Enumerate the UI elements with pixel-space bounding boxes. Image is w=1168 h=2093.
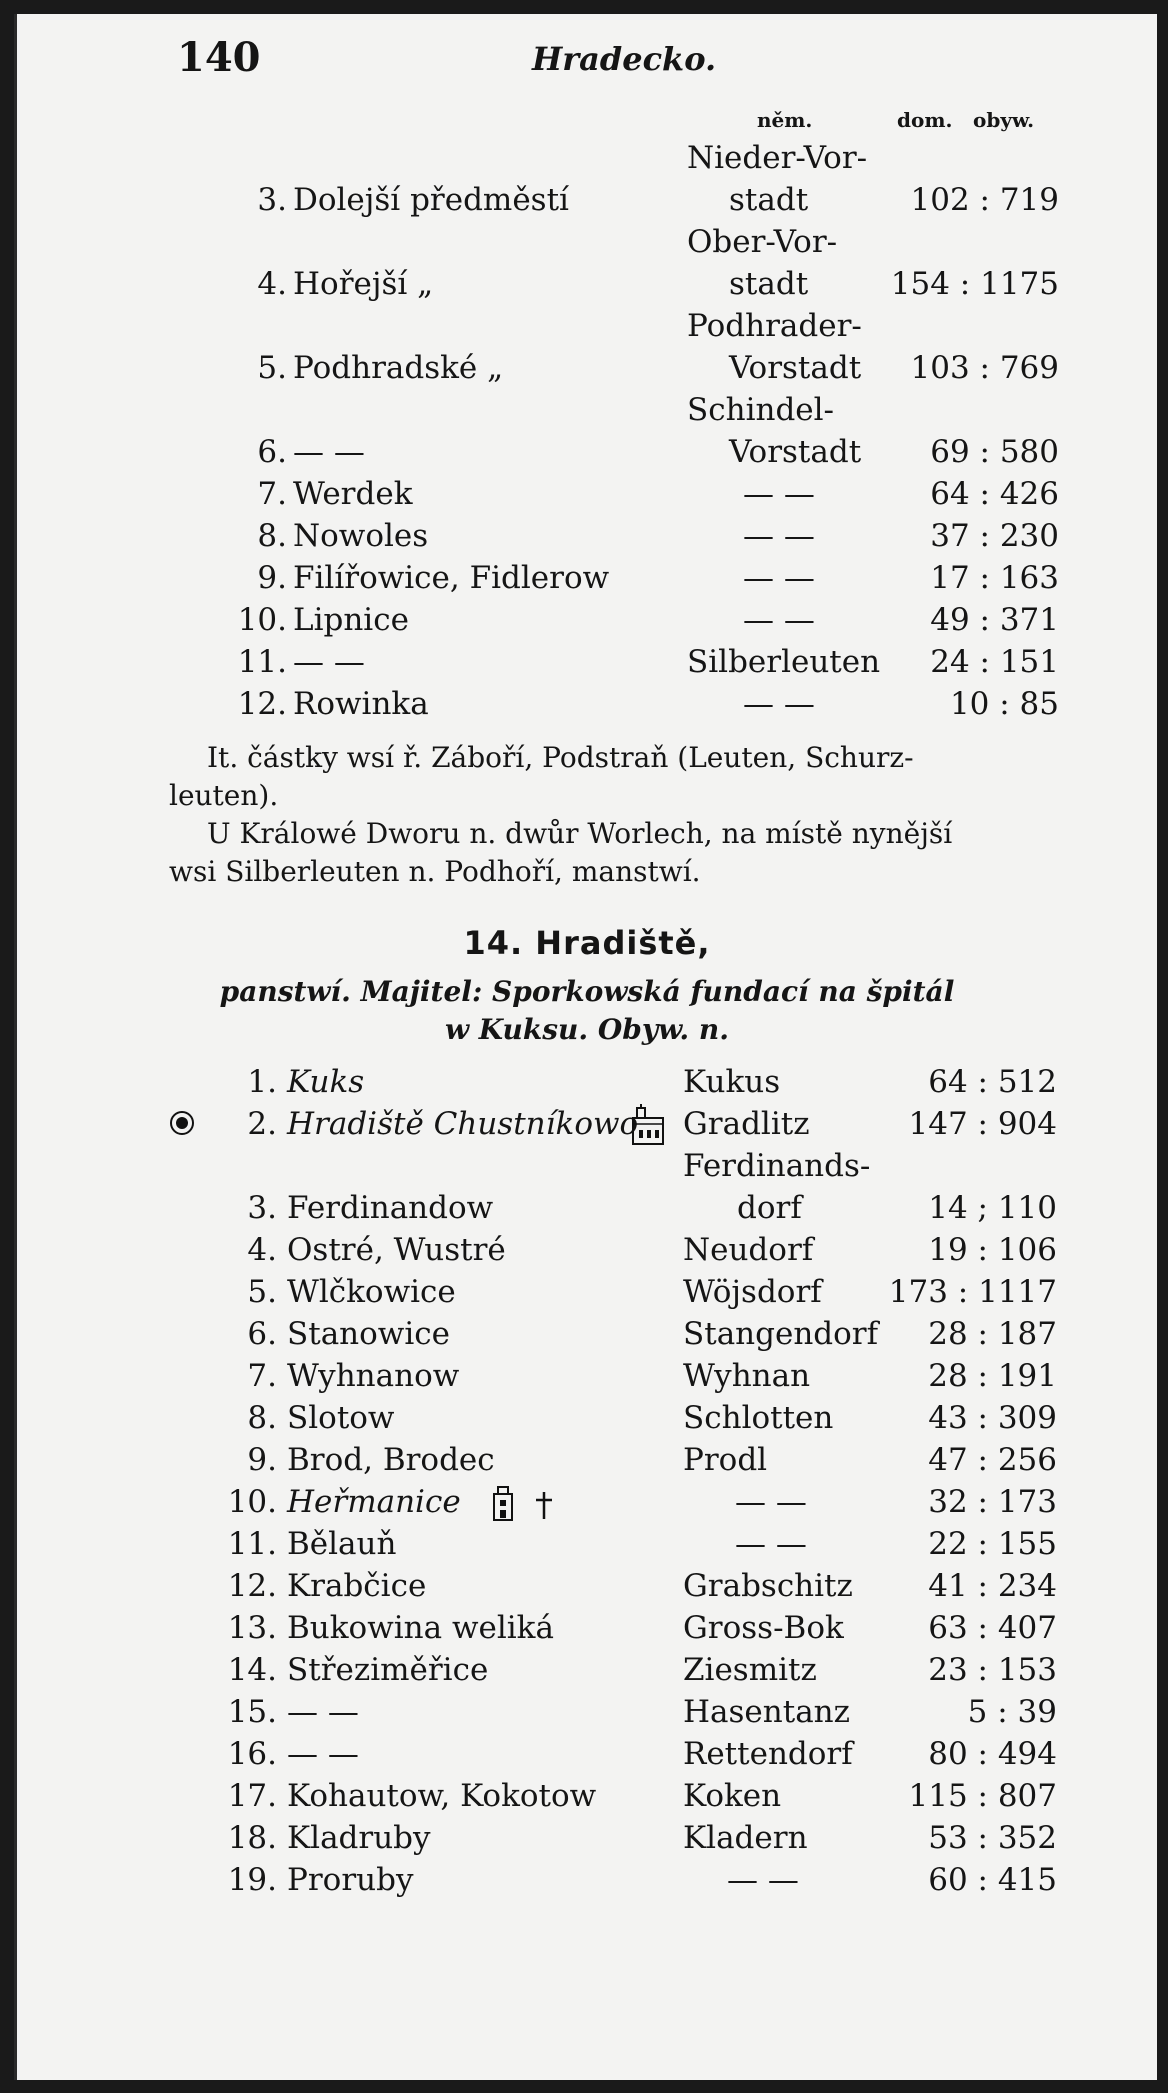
row-number: 7. <box>257 476 287 512</box>
row-number: 6. <box>247 1316 277 1352</box>
place-name: Nowoles <box>293 518 429 554</box>
stats: 5 : 39 <box>967 1694 1057 1730</box>
german-name: Kukus <box>683 1064 781 1100</box>
row-number: 15. <box>227 1694 277 1730</box>
german-name: — — <box>743 602 815 638</box>
stats: 60 : 415 <box>928 1862 1057 1898</box>
place-name: — — <box>287 1736 359 1772</box>
row-number: 12. <box>237 686 287 722</box>
stats: 103 : 769 <box>910 350 1059 386</box>
german-name: — — <box>727 1862 799 1898</box>
stats: 49 : 371 <box>930 602 1059 638</box>
place-name: Brod, Brodec <box>287 1442 495 1478</box>
german-name-line2: Vorstadt <box>729 350 862 386</box>
place-name: Ferdinandow <box>287 1190 494 1226</box>
row-number: 6. <box>257 434 287 470</box>
stats: 64 : 426 <box>930 476 1059 512</box>
german-name: — — <box>743 686 815 722</box>
row-number: 13. <box>227 1610 277 1646</box>
stats: 28 : 187 <box>928 1316 1057 1352</box>
german-name: — — <box>743 518 815 554</box>
german-name-line2: stadt <box>729 266 809 302</box>
place-name: — — <box>287 1694 359 1730</box>
place-name: Hořejší „ <box>293 266 434 302</box>
stats: 19 : 106 <box>928 1232 1057 1268</box>
place-name: Dolejší předměstí <box>293 182 569 218</box>
section-subtitle: panstwí. Majitel: Sporkowská fundací na špitál <box>219 975 955 1008</box>
cross-icon <box>535 1490 553 1524</box>
row-number: 8. <box>257 518 287 554</box>
note-line: leuten). <box>169 779 279 812</box>
place-name: Hradiště Chustníkowo <box>287 1106 639 1142</box>
place-name: Krabčice <box>287 1568 427 1604</box>
row-number: 10. <box>237 602 287 638</box>
german-name-line1: Ober-Vor- <box>687 224 838 260</box>
place-name: Kohautow, Kokotow <box>287 1778 597 1814</box>
stats: 37 : 230 <box>930 518 1059 554</box>
row-number: 19. <box>227 1862 277 1898</box>
place-name: Podhradské „ <box>293 350 504 386</box>
column-header-inhabitants: obyw. <box>973 108 1035 132</box>
row-number: 4. <box>247 1232 277 1268</box>
stats: 24 : 151 <box>930 644 1059 680</box>
place-name: Kladruby <box>287 1820 431 1856</box>
column-header-german: něm. <box>757 108 813 132</box>
german-name-line1: Nieder-Vor- <box>687 140 868 176</box>
german-name: Rettendorf <box>683 1736 853 1772</box>
row-number: 1. <box>247 1064 277 1100</box>
place-name: Heřmanice <box>287 1484 461 1520</box>
german-name: Wöjsdorf <box>683 1274 822 1310</box>
stats: 47 : 256 <box>928 1442 1057 1478</box>
row-number: 9. <box>257 560 287 596</box>
german-name: Schlotten <box>683 1400 834 1436</box>
stats: 147 : 904 <box>908 1106 1057 1142</box>
german-name: Silberleuten <box>687 644 881 680</box>
german-name-line2: dorf <box>737 1190 802 1226</box>
stats: 115 : 807 <box>908 1778 1057 1814</box>
german-name: — — <box>735 1526 807 1562</box>
german-name: Neudorf <box>683 1232 814 1268</box>
row-number: 5. <box>257 350 287 386</box>
place-name: Proruby <box>287 1862 414 1898</box>
german-name: Gross-Bok <box>683 1610 844 1646</box>
row-number: 12. <box>227 1568 277 1604</box>
stats: 63 : 407 <box>928 1610 1057 1646</box>
place-name: Rowinka <box>293 686 429 722</box>
stats: 41 : 234 <box>928 1568 1057 1604</box>
stats: 14 ; 110 <box>928 1190 1057 1226</box>
german-name: Gradlitz <box>683 1106 810 1142</box>
place-name: Ostré, Wustré <box>287 1232 506 1268</box>
row-number: 2. <box>247 1106 277 1142</box>
german-name-line2: stadt <box>729 182 809 218</box>
row-number: 3. <box>257 182 287 218</box>
row-number: 14. <box>227 1652 277 1688</box>
stats: 154 : 1175 <box>890 266 1059 302</box>
place-name: Stanowice <box>287 1316 450 1352</box>
place-name: Wyhnanow <box>287 1358 460 1394</box>
german-name-line1: Podhrader- <box>687 308 862 344</box>
stats: 10 : 85 <box>949 686 1059 722</box>
german-name: Ziesmitz <box>683 1652 817 1688</box>
place-name: Bukowina weliká <box>287 1610 554 1646</box>
row-number: 9. <box>247 1442 277 1478</box>
place-name: Střeziměřice <box>287 1652 489 1688</box>
stats: 28 : 191 <box>928 1358 1057 1394</box>
page-title: Hradecko. <box>532 40 717 78</box>
place-name: Filířowice, Fidlerow <box>293 560 610 596</box>
german-name: — — <box>743 476 815 512</box>
row-number: 7. <box>247 1358 277 1394</box>
stats: 69 : 580 <box>930 434 1059 470</box>
row-number: 3. <box>247 1190 277 1226</box>
stats: 64 : 512 <box>928 1064 1057 1100</box>
place-name: Bělauň <box>287 1526 397 1562</box>
row-number: 8. <box>247 1400 277 1436</box>
stats: 23 : 153 <box>928 1652 1057 1688</box>
row-number: 16. <box>227 1736 277 1772</box>
note-line: wsi Silberleuten n. Podhoří, manstwí. <box>169 855 701 888</box>
stats: 173 : 1117 <box>888 1274 1057 1310</box>
place-name: Werdek <box>293 476 413 512</box>
german-name: — — <box>735 1484 807 1520</box>
german-name-line1: Ferdinands- <box>683 1148 871 1184</box>
stats: 80 : 494 <box>928 1736 1057 1772</box>
german-name: Kladern <box>683 1820 808 1856</box>
row-number: 17. <box>227 1778 277 1814</box>
row-number: 18. <box>227 1820 277 1856</box>
book-page <box>14 14 1157 2080</box>
castle-icon <box>629 1104 667 1152</box>
german-name: Prodl <box>683 1442 768 1478</box>
stats: 32 : 173 <box>928 1484 1057 1520</box>
stats: 17 : 163 <box>930 560 1059 596</box>
note-line: U Králowé Dworu n. dwůr Worlech, na místě nynější <box>207 817 953 850</box>
page-number: 140 <box>177 34 261 81</box>
note-line: It. částky wsí ř. Záboří, Podstraň (Leuten, Schurz- <box>207 741 914 774</box>
german-name: — — <box>743 560 815 596</box>
row-number: 5. <box>247 1274 277 1310</box>
place-name: Kuks <box>287 1064 365 1100</box>
stats: 43 : 309 <box>928 1400 1057 1436</box>
german-name: Stangendorf <box>683 1316 879 1352</box>
german-name: Koken <box>683 1778 782 1814</box>
german-name-line1: Schindel- <box>687 392 835 428</box>
german-name: Wyhnan <box>683 1358 811 1394</box>
stats: 22 : 155 <box>928 1526 1057 1562</box>
place-name: Lipnice <box>293 602 409 638</box>
row-number: 11. <box>227 1526 277 1562</box>
place-name: — — <box>293 644 365 680</box>
section-subtitle: w Kuksu. Obyw. n. <box>444 1013 730 1046</box>
tower-icon <box>491 1486 515 1526</box>
row-number: 4. <box>257 266 287 302</box>
stats: 53 : 352 <box>928 1820 1057 1856</box>
row-number: 10. <box>227 1484 277 1520</box>
german-name: Grabschitz <box>683 1568 853 1604</box>
place-name: — — <box>293 434 365 470</box>
stats: 102 : 719 <box>910 182 1059 218</box>
place-name: Wlčkowice <box>287 1274 456 1310</box>
german-name-line2: Vorstadt <box>729 434 862 470</box>
section-title: 14. Hradiště, <box>463 924 711 962</box>
place-name: Slotow <box>287 1400 395 1436</box>
german-name: Hasentanz <box>683 1694 850 1730</box>
row-number: 11. <box>237 644 287 680</box>
column-header-houses: dom. <box>897 108 953 132</box>
